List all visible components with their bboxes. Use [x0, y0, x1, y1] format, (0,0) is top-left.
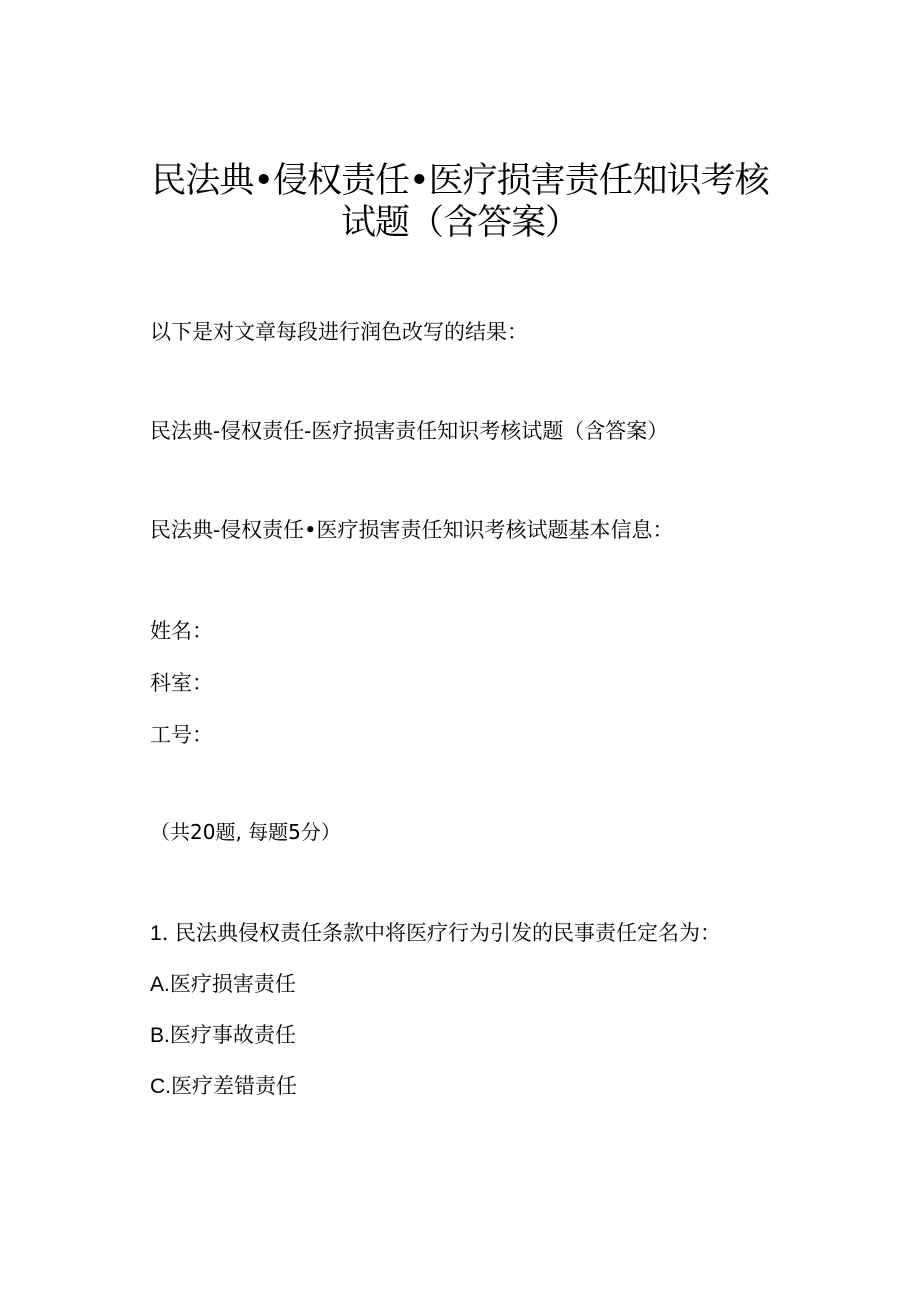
option-letter: A. [150, 973, 170, 996]
option-text: 医疗损害责任 [169, 972, 296, 996]
employee-id-field-label: 工号： [150, 723, 213, 747]
basic-info-heading: 民法典-侵权责任•医疗损害责任知识考核试题基本信息： [150, 518, 674, 542]
name-field-label: 姓名： [150, 619, 213, 643]
document-title [100, 160, 820, 244]
scoring-note: （共20题, 每题5分） [150, 820, 341, 844]
title-line-1: 民法典•侵权责任•医疗损害责任知识考核 [151, 161, 769, 201]
option-text: 医疗事故责任 [169, 1023, 296, 1047]
option-letter: B. [150, 1024, 170, 1047]
option-letter: C. [150, 1075, 171, 1098]
intro-text: 以下是对文章每段进行润色改写的结果： [150, 320, 528, 344]
title-line-2: 试题（含答案） [340, 203, 579, 243]
question-stem-text: . 民法典侵权责任条款中将医疗行为引发的民事责任定名为： [161, 921, 722, 945]
subtitle-text: 民法典-侵权责任-医疗损害责任知识考核试题（含答案） [150, 419, 669, 443]
department-field-label: 科室： [150, 671, 213, 695]
option-text: 医疗差错责任 [171, 1074, 297, 1098]
option-b [150, 1021, 296, 1050]
option-c [150, 1072, 297, 1101]
option-a [150, 970, 296, 999]
question-number: 1 [150, 922, 162, 945]
question-stem [150, 919, 721, 948]
